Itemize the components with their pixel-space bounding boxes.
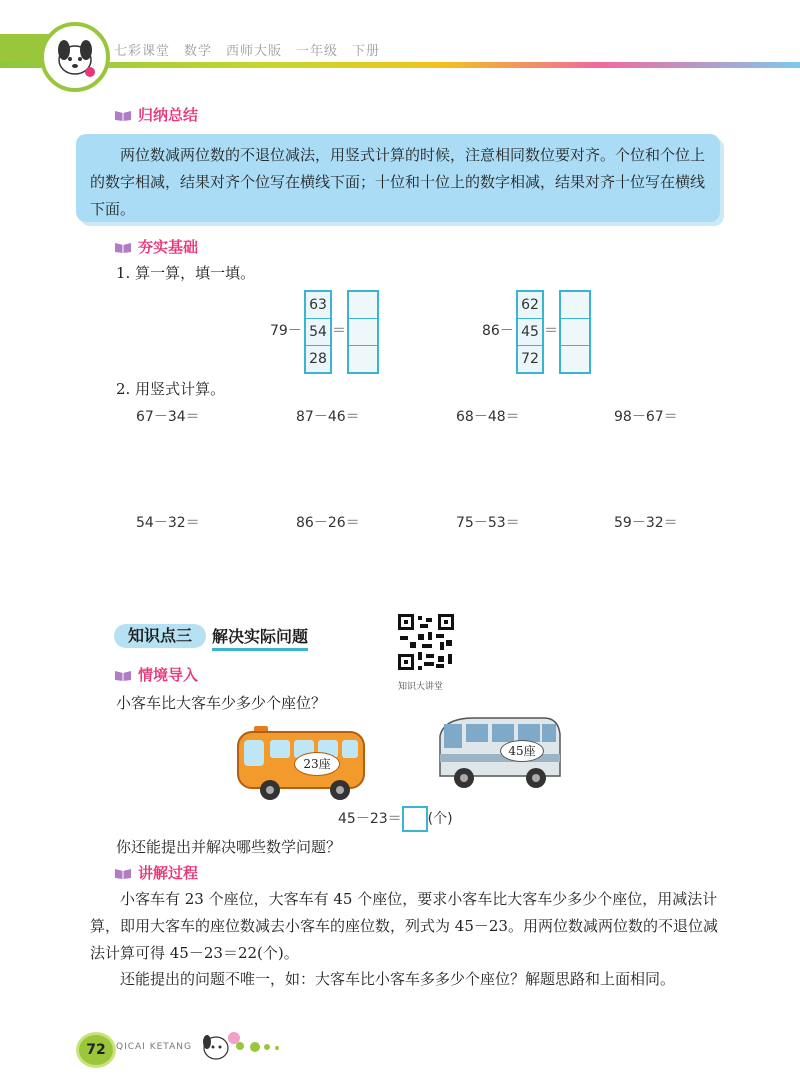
explain-paragraph-2: 还能提出的问题不唯一，如：大客车比小客车多多少个座位？解题思路和上面相同。 (120, 970, 676, 988)
answer-cell[interactable] (349, 346, 377, 372)
scenario-equation (338, 806, 453, 832)
group2-answer-column[interactable] (559, 290, 591, 374)
footer-dot (264, 1044, 270, 1050)
summary-heading (114, 104, 198, 125)
vertical-calc-item: 98－67＝ (614, 409, 678, 425)
header-rainbow-bar (0, 62, 800, 68)
book-icon (114, 109, 132, 121)
header-mascot-badge (40, 22, 110, 92)
scenario-heading (114, 664, 198, 685)
question-1: 1. 算一算，填一填。 (116, 264, 256, 282)
page-number: 72 (76, 1032, 116, 1068)
answer-cell[interactable] (561, 319, 589, 346)
qr-code-icon[interactable] (396, 612, 456, 672)
small-bus-label: 23座 (294, 752, 340, 776)
summary-text: 两位数减两位数的不退位减法，用竖式计算的时候，注意相同数位要对齐。个位和个位上的数字相减，结果对齐个位写在横线下面；十位和十位上的数字相减，结果对齐十位写在横线下面。 (90, 146, 706, 218)
equation-unit: (个) (427, 811, 453, 827)
basics-heading-label: 夯实基础 (138, 238, 199, 256)
vertical-calc-item: 86－26＝ (296, 515, 360, 531)
puppy-mascot-icon (44, 26, 106, 88)
book-icon (114, 669, 132, 681)
explain-heading (114, 862, 198, 883)
vertical-calc-item: 67－34＝ (136, 409, 200, 425)
scenario-followup: 你还能提出并解决哪些数学问题？ (116, 838, 342, 856)
book-icon (114, 241, 132, 253)
scenario-heading-label: 情境导入 (138, 666, 199, 684)
group1-subtrahend: 54 (306, 319, 330, 346)
group1-subtrahend: 28 (309, 351, 327, 367)
vertical-calc-item: 54－32＝ (136, 515, 200, 531)
vertical-calc-item: 68－48＝ (456, 409, 520, 425)
explain-paragraph-1: 小客车有 23 个座位，大客车有 45 个座位，要求小客车比大客车少多少个座位，用减法计算，即用大客车的座位数减去小客车的座位数，列式为 45－23。用两位数减两位数的不退位减法计算可得 45－23＝22(个)。 (90, 890, 718, 962)
basics-heading (114, 236, 198, 257)
footer-brand: QICAI KETANG (116, 1042, 192, 1052)
group1-subtrahend-column (304, 290, 332, 374)
footer-dot (275, 1046, 279, 1050)
scenario-question: 小客车比大客车少多少个座位？ (116, 694, 327, 712)
explain-heading-label: 讲解过程 (138, 864, 199, 882)
equation-answer-box[interactable] (402, 806, 428, 832)
answer-cell[interactable] (349, 319, 377, 346)
answer-cell[interactable] (561, 292, 589, 319)
header-title: 七彩课堂 数学 西师大版 一年级 下册 (114, 44, 381, 59)
group2-subtrahend-column (516, 290, 544, 374)
group2-subtrahend: 62 (518, 292, 542, 319)
group1-minuend: 79－ (270, 323, 302, 339)
group1-equals: ＝ (332, 323, 346, 339)
group1-subtrahend: 63 (306, 292, 330, 319)
equation-left: 45－23＝ (338, 811, 402, 827)
book-icon (114, 867, 132, 879)
vertical-calc-item: 87－46＝ (296, 409, 360, 425)
group2-equals: ＝ (544, 323, 558, 339)
puppy-mascot-icon (196, 1028, 246, 1064)
large-bus-label: 45座 (500, 740, 544, 762)
group1-answer-column[interactable] (347, 290, 379, 374)
vertical-calc-item: 75－53＝ (456, 515, 520, 531)
knowledge-point-title: 解决实际问题 (212, 624, 308, 651)
footer-dot (250, 1042, 260, 1052)
group2-minuend: 86－ (482, 323, 514, 339)
summary-heading-label: 归纳总结 (138, 106, 199, 124)
knowledge-point-tag: 知识点三 (114, 624, 206, 648)
question-2: 2. 用竖式计算。 (116, 380, 226, 398)
answer-cell[interactable] (561, 346, 589, 372)
answer-cell[interactable] (349, 292, 377, 319)
group2-subtrahend: 72 (521, 351, 539, 367)
group2-subtrahend: 45 (518, 319, 542, 346)
qr-caption: 知识大讲堂 (398, 682, 444, 692)
vertical-calc-item: 59－32＝ (614, 515, 678, 531)
